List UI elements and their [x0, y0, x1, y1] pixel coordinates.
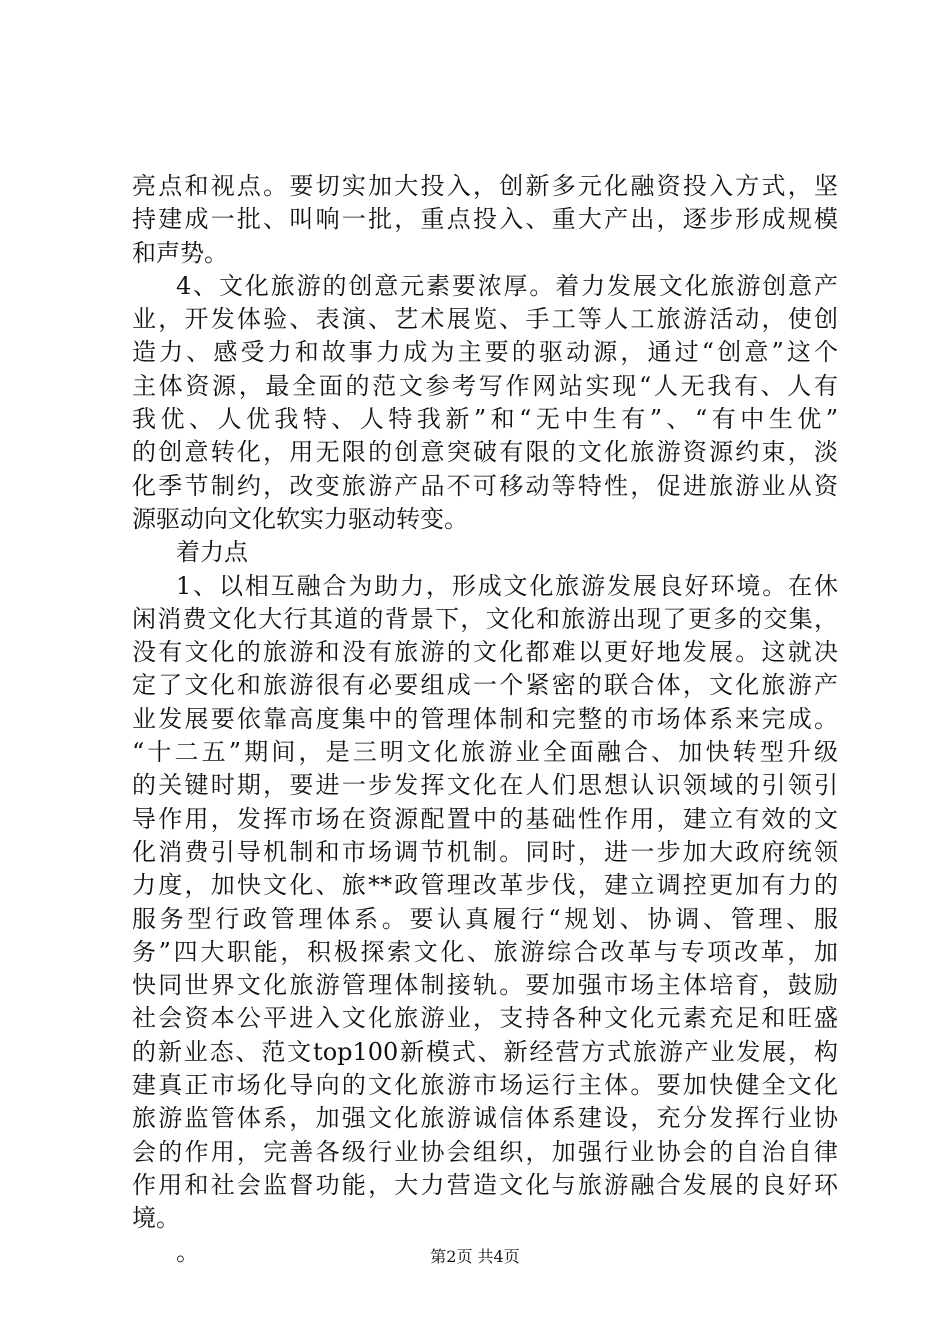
text-line: 定了文化和旅游很有必要组成一个紧密的联合体，文化旅游产 — [132, 671, 838, 700]
text-line: 闲消费文化大行其道的背景下，文化和旅游出现了更多的交集， — [132, 604, 838, 633]
text-line: 的关键时期，要进一步发挥文化在人们思想认识领域的引领引 — [132, 771, 838, 800]
text-line: 1、以相互融合为助力，形成文化旅游发展良好环境。在休 — [176, 571, 838, 600]
text-line: 服务型行政管理体系。要认真履行“规划、协调、管理、服 — [132, 904, 838, 933]
text-line: 造力、感受力和故事力成为主要的驱动源，通过“创意”这个 — [132, 338, 838, 367]
text-line: 作用和社会监督功能，大力营造文化与旅游融合发展的良好环 — [132, 1170, 838, 1199]
text-line: 的创意转化，用无限的创意突破有限的文化旅游资源约束，淡 — [132, 438, 838, 467]
text-line: 导作用，发挥市场在资源配置中的基础性作用，建立有效的文 — [132, 804, 838, 833]
body-text — [132, 170, 838, 1269]
text-line: 持建成一批、叫响一批，重点投入、重大产出，逐步形成规模 — [132, 205, 838, 234]
text-line: 亮点和视点。要切实加大投入，创新多元化融资投入方式，坚 — [132, 172, 838, 200]
text-line: 化季节制约，改变旅游产品不可移动等特性，促进旅游业从资 — [132, 471, 838, 500]
page-footer: 第2页 共4页 — [430, 1247, 520, 1266]
text-line: 的新业态、范文top100新模式、新经营方式旅游产业发展，构 — [132, 1037, 838, 1066]
text-line: 源驱动向文化软实力驱动转变。 — [132, 504, 468, 533]
text-line: 没有文化的旅游和没有旅游的文化都难以更好地发展。这就决 — [132, 638, 838, 667]
text-line: 务”四大职能，积极探索文化、旅游综合改革与专项改革，加 — [132, 937, 838, 966]
text-line: 。 — [176, 1237, 200, 1266]
text-line: 业，开发体验、表演、艺术展览、手工等人工旅游活动，使创 — [132, 305, 838, 334]
text-line: 建真正市场化导向的文化旅游市场运行主体。要加快健全文化 — [132, 1071, 838, 1100]
text-line: 旅游监管体系，加强文化旅游诚信体系建设，充分发挥行业协 — [132, 1104, 838, 1133]
text-line: 社会资本公平进入文化旅游业，支持各种文化元素充足和旺盛 — [132, 1004, 838, 1033]
text-line: “十二五”期间，是三明文化旅游业全面融合、加快转型升级 — [132, 738, 838, 767]
text-line: 业发展要依靠高度集中的管理体制和完整的市场体系来完成。 — [132, 704, 838, 733]
text-line: 4、文化旅游的创意元素要浓厚。着力发展文化旅游创意产 — [176, 271, 838, 300]
text-line: 着力点 — [176, 538, 248, 567]
text-line: 主体资源，最全面的范文参考写作网站实现“人无我有、人有 — [132, 371, 838, 400]
text-line: 快同世界文化旅游管理体制接轨。要加强市场主体培育，鼓励 — [132, 971, 838, 1000]
text-line: 化消费引导机制和市场调节机制。同时，进一步加大政府统领 — [132, 837, 838, 866]
text-line: 境。 — [132, 1204, 180, 1233]
text-line: 我优、人优我特、人特我新”和“无中生有”、“有中生优” — [132, 405, 838, 434]
text-line: 和声势。 — [132, 238, 228, 267]
text-line: 力度，加快文化、旅**政管理改革步伐，建立调控更加有力的 — [132, 871, 838, 900]
text-line: 会的作用，完善各级行业协会组织，加强行业协会的自治自律 — [132, 1137, 838, 1166]
